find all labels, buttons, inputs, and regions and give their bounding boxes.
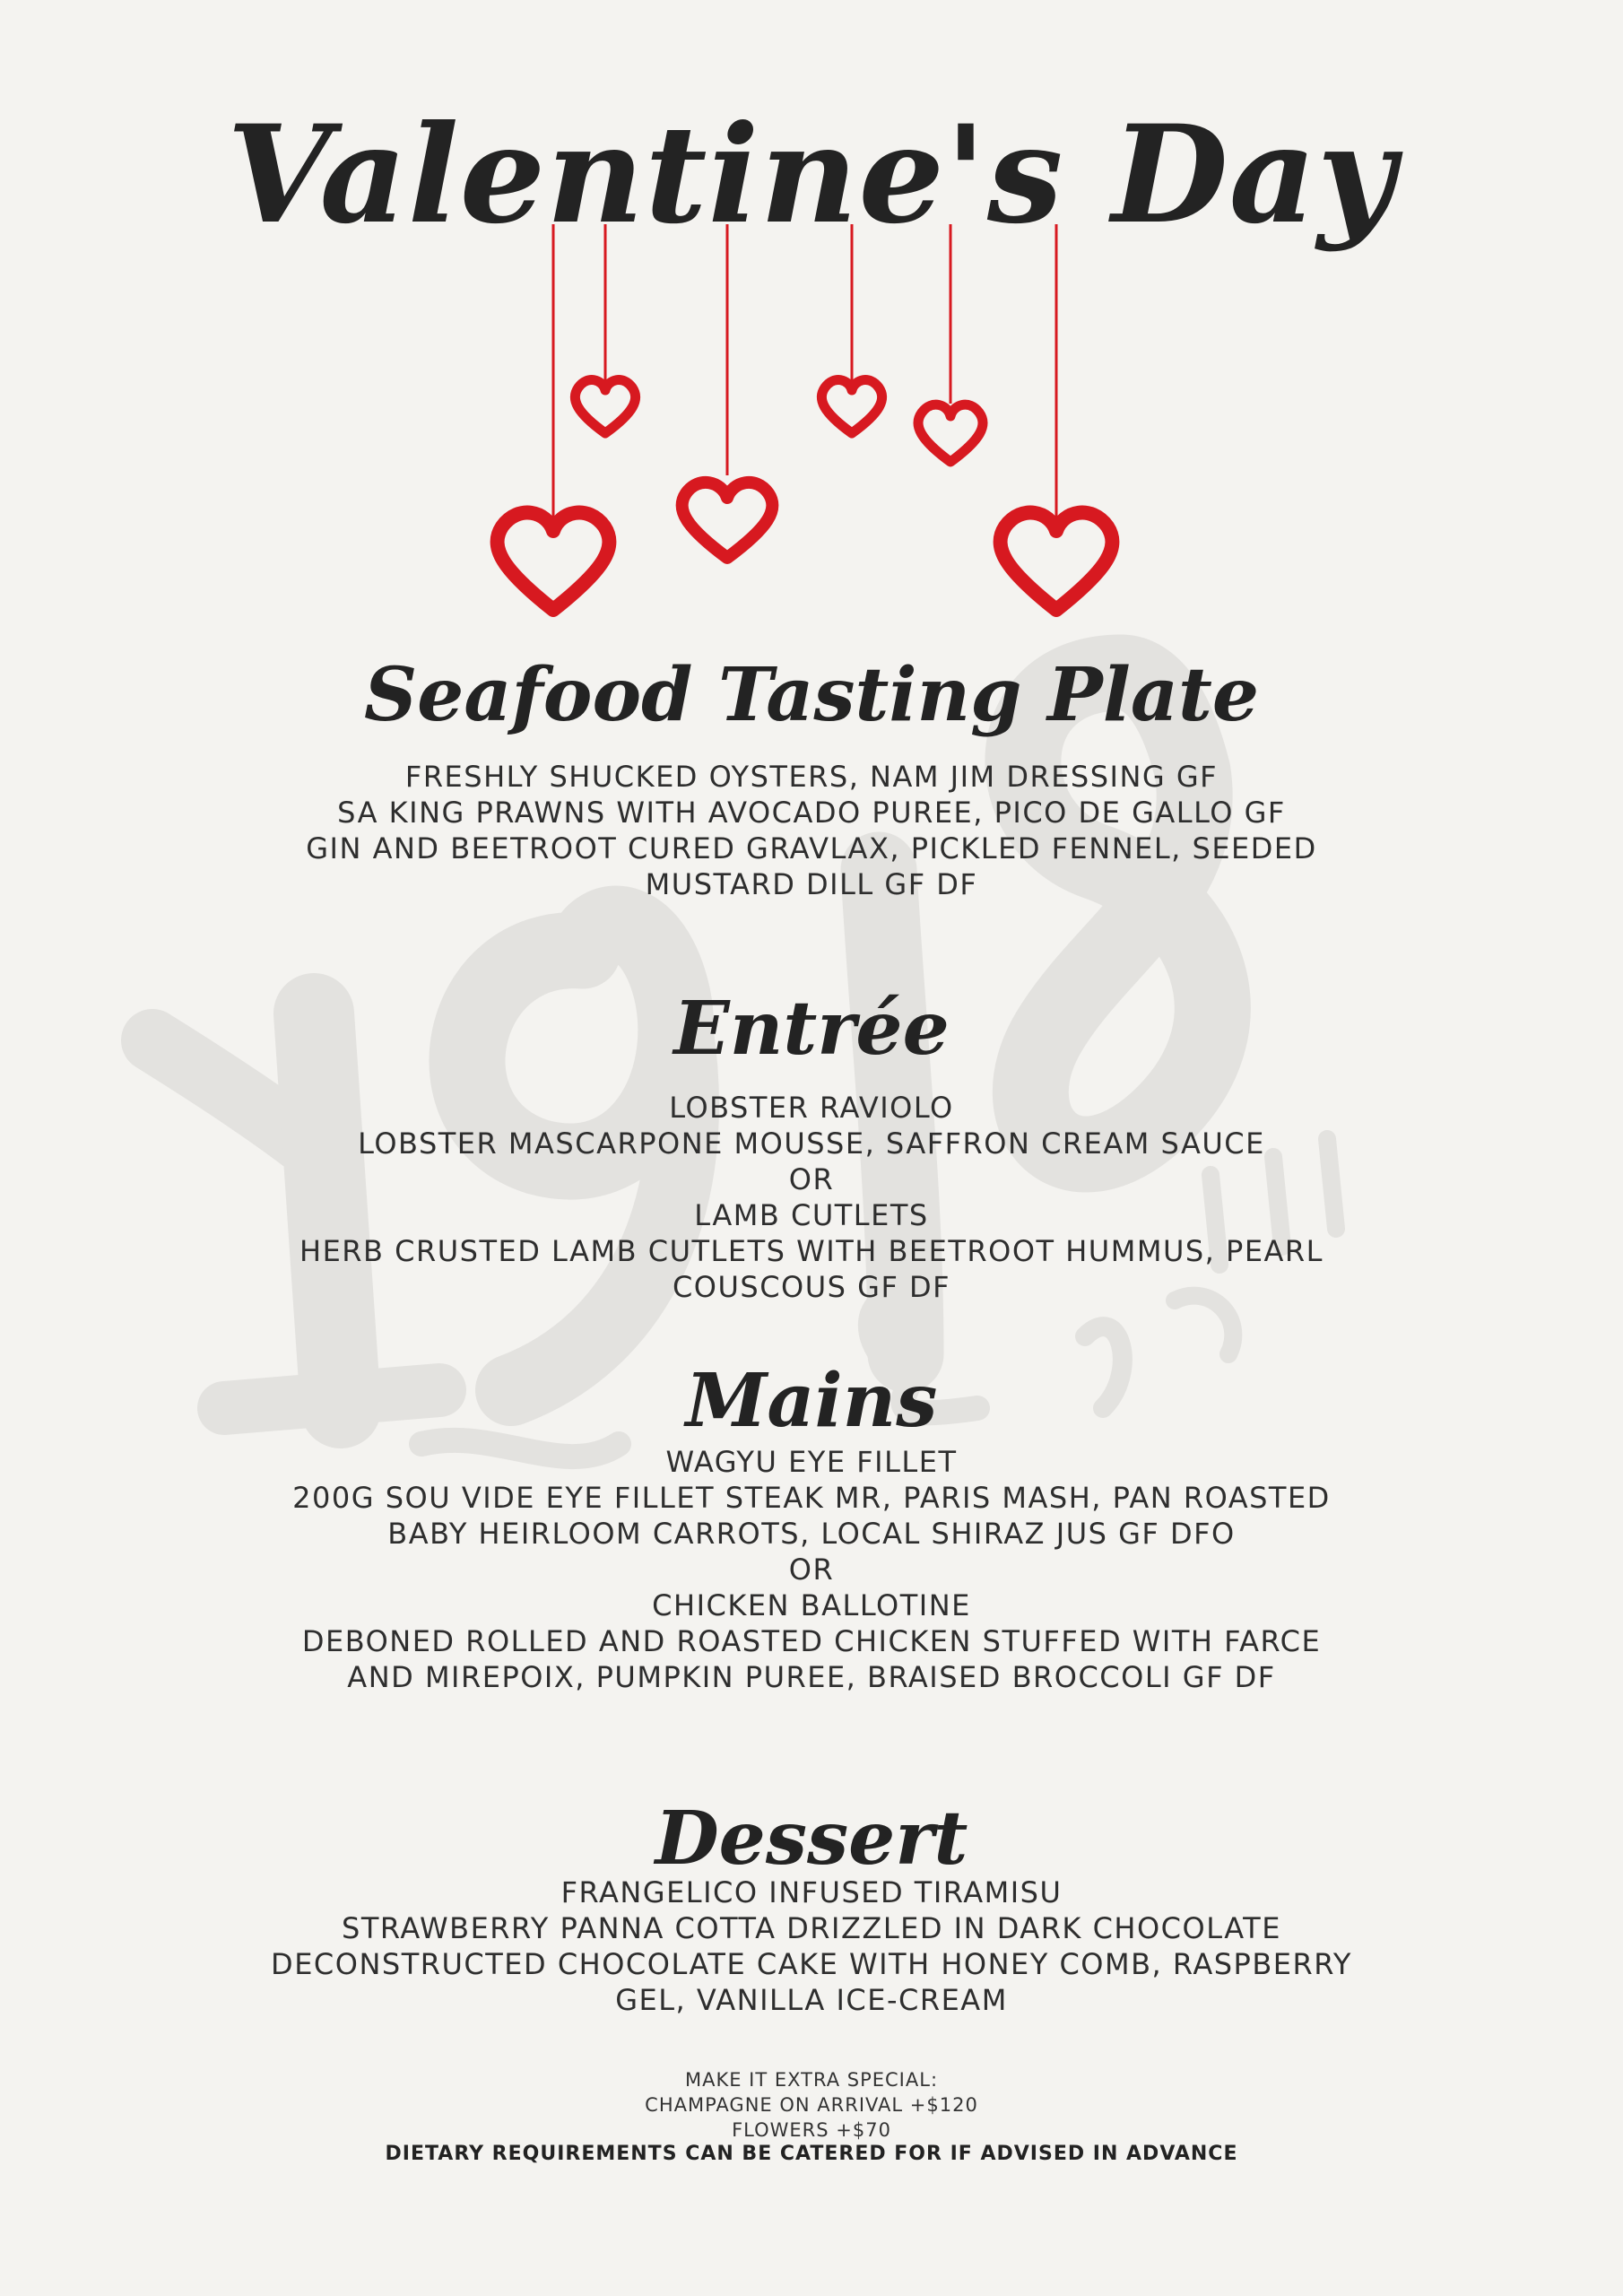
hanging-heart-icon (682, 483, 773, 558)
extras-item: CHAMPAGNE ON ARRIVAL +$120 (645, 2094, 978, 2116)
menu-item: STRAWBERRY PANNA COTTA DRIZZLED IN DARK CHOCOLATE (342, 1911, 1281, 1945)
section-heading-mains: Mains (685, 1358, 938, 1444)
menu-item: DECONSTRUCTED CHOCOLATE CAKE WITH HONEY COMB, RASPBERRY (271, 1947, 1352, 1981)
menu-item: 200G SOU VIDE EYE FILLET STEAK MR, PARIS MASH, PAN ROASTED (292, 1481, 1331, 1515)
dietary-note: DIETARY REQUIREMENTS CAN BE CATERED FOR IF ADVISED IN ADVANCE (385, 2143, 1238, 2165)
menu-item: GEL, VANILLA ICE-CREAM (615, 1983, 1008, 2017)
menu-item: FRESHLY SHUCKED OYSTERS, NAM JIM DRESSING GF (404, 760, 1219, 794)
hanging-heart-icon (918, 404, 983, 462)
menu-item: CHICKEN BALLOTINE (652, 1588, 971, 1622)
hanging-heart-icon (498, 513, 610, 610)
menu-item: FRANGELICO INFUSED TIRAMISU (560, 1875, 1063, 1909)
section-items-seafood (0, 759, 1623, 902)
menu-item: AND MIREPOIX, PUMPKIN PUREE, BRAISED BROCCOLI GF DF (347, 1660, 1276, 1694)
menu-item: MUSTARD DILL GF DF (645, 867, 978, 901)
extras-list (0, 2067, 1623, 2143)
section-heading-seafood: Seafood Tasting Plate (363, 652, 1260, 738)
menu-item: LAMB CUTLETS (694, 1198, 929, 1232)
hanging-heart-icon (575, 380, 635, 433)
menu-item: COUSCOUS GF DF (672, 1270, 951, 1304)
section-items-dessert (0, 1874, 1623, 2018)
extras-heading: MAKE IT EXTRA SPECIAL: (684, 2069, 939, 2091)
menu-item: OR (788, 1552, 835, 1587)
menu-item: HERB CRUSTED LAMB CUTLETS WITH BEETROOT HUMMUS, PEARL (299, 1234, 1324, 1268)
section-heading-entree: Entrée (673, 986, 950, 1072)
menu-item: LOBSTER RAVIOLO (669, 1091, 954, 1125)
menu-item: DEBONED ROLLED AND ROASTED CHICKEN STUFFED WITH FARCE (301, 1624, 1322, 1658)
section-items-mains (0, 1444, 1623, 1695)
menu-item: OR (788, 1162, 835, 1196)
menu-item: WAGYU EYE FILLET (665, 1445, 958, 1479)
page-title: Valentine's Day (226, 96, 1397, 254)
hanging-hearts-decoration (0, 215, 1623, 646)
menu-item: BABY HEIRLOOM CARROTS, LOCAL SHIRAZ JUS GF DFO (387, 1517, 1236, 1551)
menu-item: GIN AND BEETROOT CURED GRAVLAX, PICKLED FENNEL, SEEDED (306, 831, 1317, 865)
section-heading-dessert: Dessert (655, 1796, 968, 1882)
extras-item: FLOWERS +$70 (732, 2119, 891, 2141)
menu-item: LOBSTER MASCARPONE MOUSSE, SAFFRON CREAM SAUCE (358, 1126, 1265, 1161)
section-items-entree (0, 1090, 1623, 1305)
hanging-heart-icon (821, 380, 881, 433)
menu-item: SA KING PRAWNS WITH AVOCADO PUREE, PICO DE GALLO GF (337, 796, 1286, 830)
hanging-heart-icon (1001, 513, 1113, 610)
